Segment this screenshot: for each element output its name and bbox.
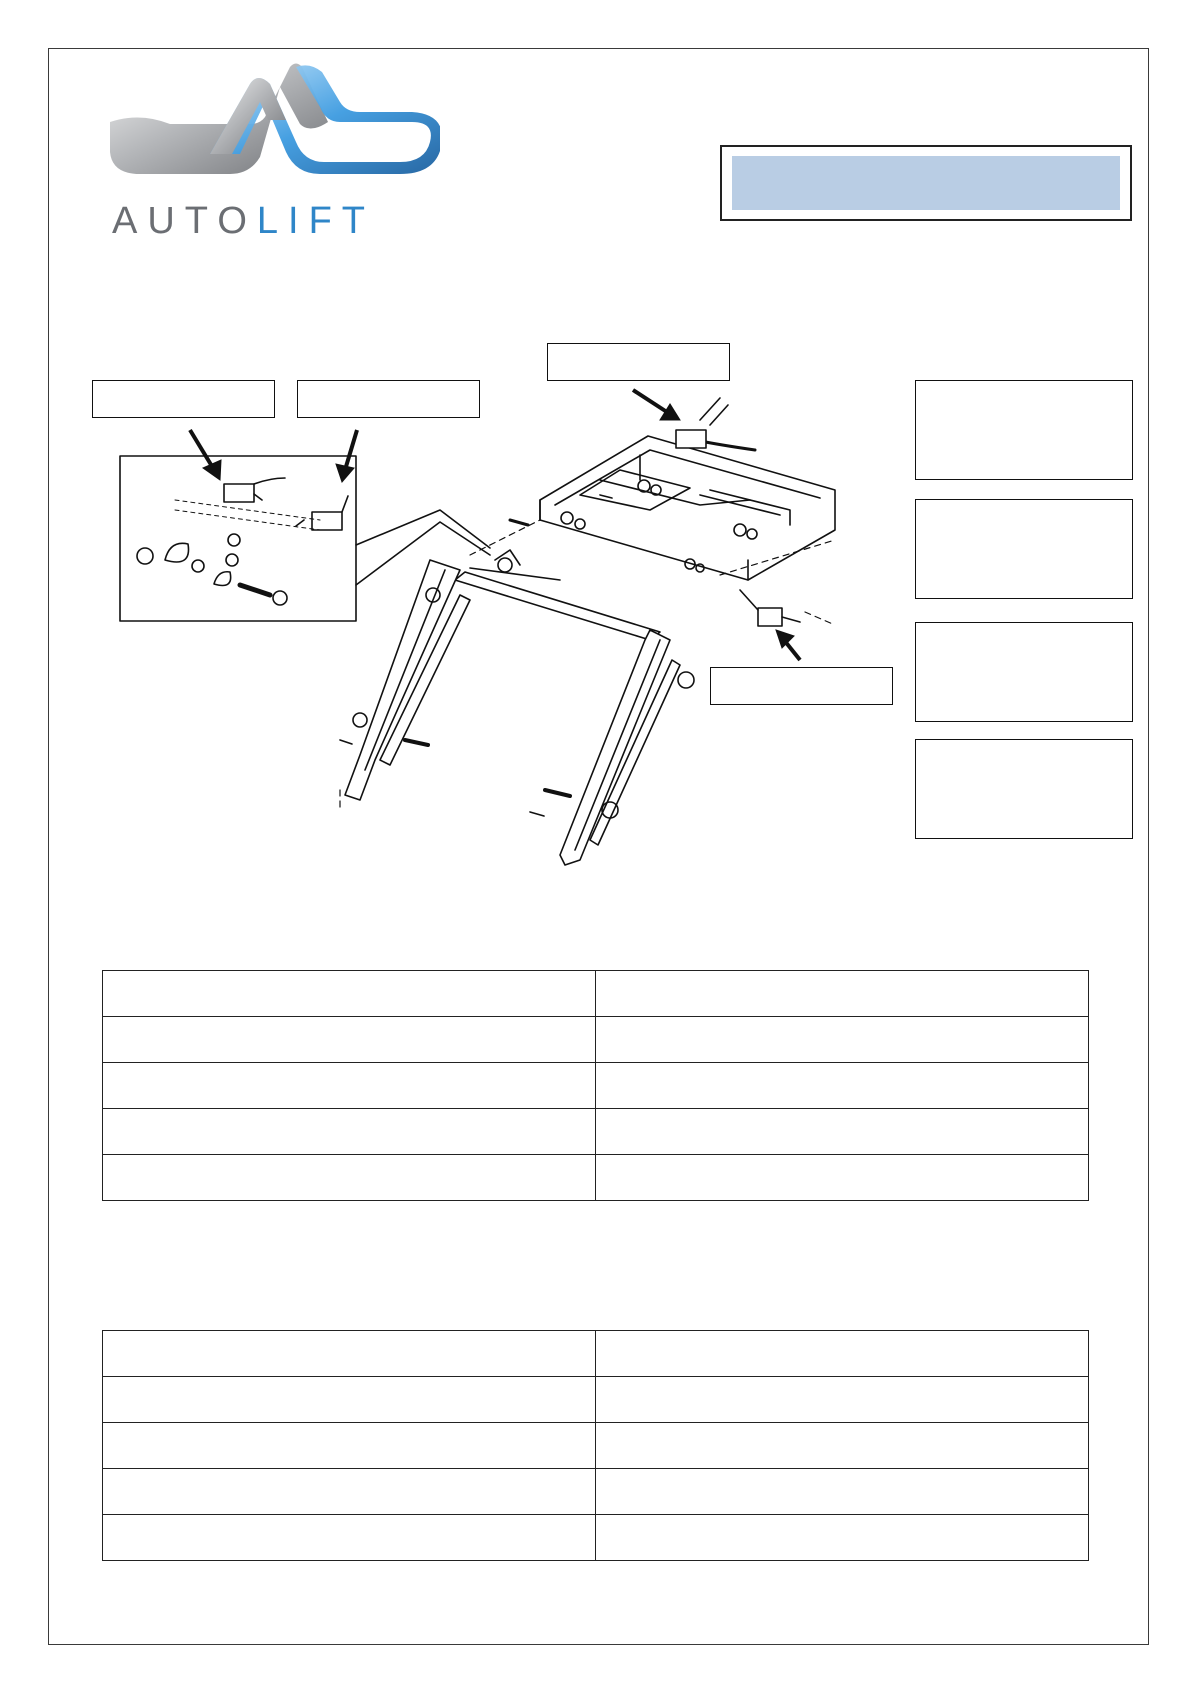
table-cell: [103, 1017, 596, 1063]
parts-table-2: [102, 1330, 1089, 1561]
table-cell: [103, 1109, 596, 1155]
side-box-4: [915, 739, 1133, 839]
table-cell: [103, 1155, 596, 1201]
brand-wordmark: AUTOLIFT: [112, 200, 375, 242]
table-cell: [103, 1331, 596, 1377]
callout-top-left-2: [297, 380, 480, 418]
table-cell: [596, 1063, 1089, 1109]
title-field: [732, 156, 1120, 210]
table-row: [103, 1469, 1089, 1515]
callout-lower-right: [710, 667, 893, 705]
table-row: [103, 1155, 1089, 1201]
table-cell: [596, 1469, 1089, 1515]
table-cell: [596, 1331, 1089, 1377]
side-box-3: [915, 622, 1133, 722]
callout-top-left-1: [92, 380, 275, 418]
parts-table-1: [102, 970, 1089, 1201]
table-row: [103, 1423, 1089, 1469]
table-cell: [103, 971, 596, 1017]
table-cell: [103, 1063, 596, 1109]
table-cell: [103, 1515, 596, 1561]
table-cell: [103, 1469, 596, 1515]
table-cell: [596, 1109, 1089, 1155]
table-cell: [596, 971, 1089, 1017]
table-cell: [596, 1155, 1089, 1201]
table-cell: [596, 1017, 1089, 1063]
table-row: [103, 1377, 1089, 1423]
table-cell: [103, 1423, 596, 1469]
side-box-2: [915, 499, 1133, 599]
table-cell: [596, 1423, 1089, 1469]
table-cell: [596, 1515, 1089, 1561]
table-row: [103, 1331, 1089, 1377]
callout-top-center: [547, 343, 730, 381]
table-cell: [596, 1377, 1089, 1423]
table-row: [103, 1109, 1089, 1155]
title-box: [720, 145, 1132, 221]
table-row: [103, 971, 1089, 1017]
table-row: [103, 1515, 1089, 1561]
table-row: [103, 1017, 1089, 1063]
table-row: [103, 1063, 1089, 1109]
side-box-1: [915, 380, 1133, 480]
table-cell: [103, 1377, 596, 1423]
